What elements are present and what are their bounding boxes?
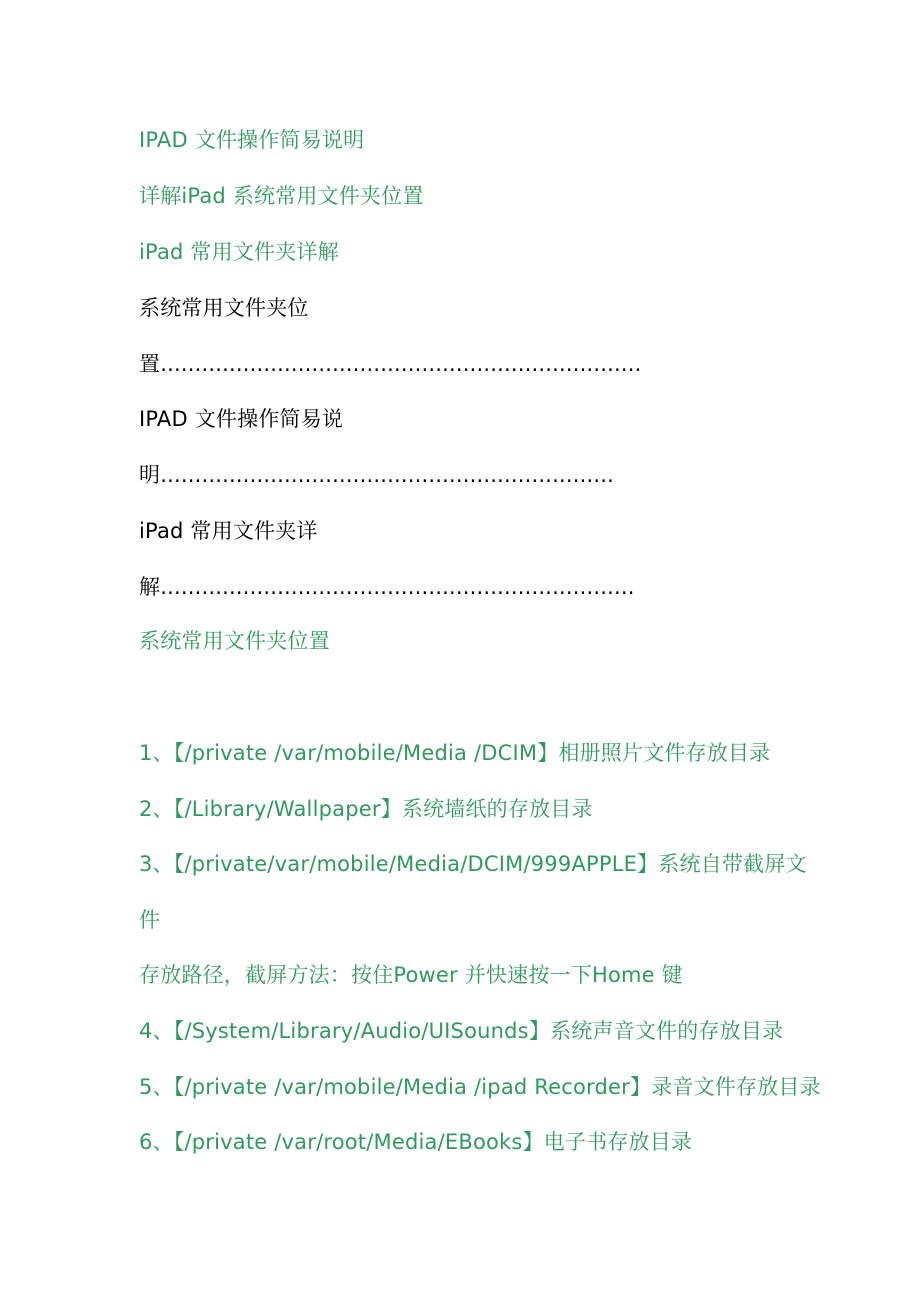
list-item: 4、【/System/Library/Audio/UISounds】系统声音文件的存放目录 [139, 1019, 784, 1043]
list-item: 6、【/private /var/root/Media/EBooks】电子书存放目录 [139, 1130, 693, 1154]
toc-entry-title: 系统常用文件夹位 [139, 296, 309, 320]
list-item: 3、【/private/var/mobile/Media/DCIM/999APPLE】系统自带截屏文 [139, 852, 807, 876]
list-item-note: 存放路径，截屏方法：按住Power 并快速按一下Home 键 [139, 963, 683, 987]
header-link-ipad-file-guide[interactable]: IPAD 文件操作简易说明 [139, 128, 365, 152]
toc-entry-leader: 明.................................................................. [139, 463, 614, 487]
toc-entry-leader: 置...................................................................... [139, 352, 642, 376]
header-link-ipad-system-folders[interactable]: 详解iPad 系统常用文件夹位置 [139, 184, 424, 208]
toc-entry-title: iPad 常用文件夹详 [139, 519, 318, 543]
list-item-continuation: 件 [139, 908, 161, 932]
list-item: 5、【/private /var/mobile/Media /ipad Recorder】录音文件存放目录 [139, 1075, 821, 1099]
list-item: 1、【/private /var/mobile/Media /DCIM】相册照片文件存放目录 [139, 741, 771, 765]
header-link-ipad-common-folders[interactable]: iPad 常用文件夹详解 [139, 240, 339, 264]
section-title: 系统常用文件夹位置 [139, 629, 330, 653]
toc-entry-leader: 解..................................................................... [139, 575, 635, 599]
toc-entry-title: IPAD 文件操作简易说 [139, 407, 344, 431]
list-item: 2、【/Library/Wallpaper】系统墙纸的存放目录 [139, 797, 593, 821]
